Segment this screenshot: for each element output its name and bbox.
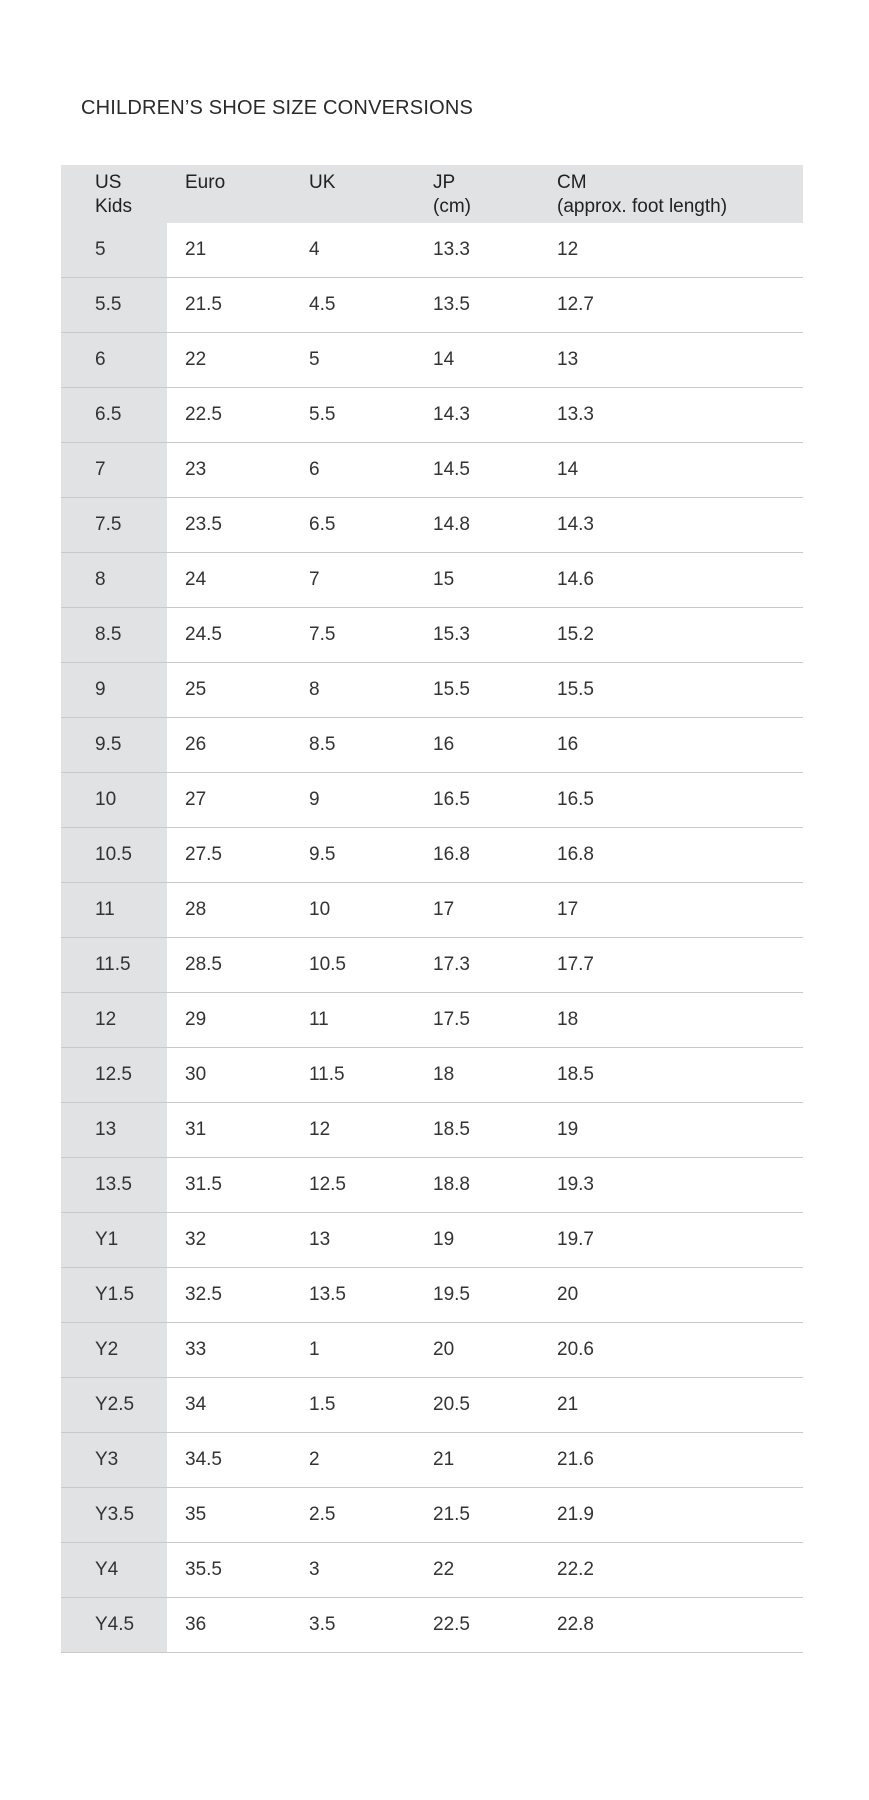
- cm-cell: 20.6: [557, 1339, 594, 1360]
- us-kids-cell: 13.5: [61, 1158, 167, 1212]
- euro-cell: 32: [185, 1229, 207, 1250]
- cm-cell: 21.6: [557, 1449, 594, 1470]
- jp-cell: 15.3: [433, 624, 470, 645]
- table-row: [61, 1323, 803, 1378]
- cm-cell: 16.5: [557, 789, 594, 810]
- us-kids-cell: 8.5: [61, 608, 167, 662]
- uk-cell: 8: [309, 679, 320, 700]
- table-row: [61, 1378, 803, 1433]
- us-kids-cell: 8: [61, 553, 167, 607]
- euro-cell: 36: [185, 1614, 207, 1635]
- us-kids-cell: Y3.5: [61, 1488, 167, 1542]
- cm-cell: 15.5: [557, 679, 594, 700]
- us-kids-cell: 11: [61, 883, 167, 937]
- jp-cell: 16.8: [433, 844, 470, 865]
- cm-cell: 14: [557, 459, 579, 480]
- us-kids-cell: 9: [61, 663, 167, 717]
- header-cm-line1: CM: [557, 172, 587, 193]
- cm-cell: 17: [557, 899, 579, 920]
- jp-cell: 16.5: [433, 789, 470, 810]
- table-row: [61, 333, 803, 388]
- us-kids-cell: 12: [61, 993, 167, 1047]
- table-row: [61, 1048, 803, 1103]
- table-row: [61, 278, 803, 333]
- jp-cell: 13.3: [433, 239, 470, 260]
- euro-cell: 29: [185, 1009, 207, 1030]
- table-header: [61, 165, 803, 223]
- uk-cell: 10: [309, 899, 331, 920]
- cm-cell: 19.7: [557, 1229, 594, 1250]
- table-row: [61, 608, 803, 663]
- euro-cell: 22: [185, 349, 207, 370]
- euro-cell: 26: [185, 734, 207, 755]
- table-row: [61, 718, 803, 773]
- uk-cell: 13.5: [309, 1284, 346, 1305]
- us-kids-cell: Y4.5: [61, 1598, 167, 1652]
- uk-cell: 1.5: [309, 1394, 336, 1415]
- jp-cell: 14: [433, 349, 455, 370]
- uk-cell: 9.5: [309, 844, 336, 865]
- table-row: [61, 828, 803, 883]
- header-cm: [539, 165, 803, 223]
- euro-cell: 23.5: [185, 514, 222, 535]
- euro-cell: 31: [185, 1119, 207, 1140]
- uk-cell: 8.5: [309, 734, 336, 755]
- table-row: [61, 498, 803, 553]
- cm-cell: 13.3: [557, 404, 594, 425]
- us-kids-cell: 10: [61, 773, 167, 827]
- cm-cell: 13: [557, 349, 579, 370]
- table-row: [61, 663, 803, 718]
- header-us-kids: [61, 165, 167, 223]
- us-kids-cell: Y2.5: [61, 1378, 167, 1432]
- euro-cell: 24.5: [185, 624, 222, 645]
- uk-cell: 11: [309, 1009, 329, 1030]
- us-kids-cell: 12.5: [61, 1048, 167, 1102]
- header-jp-line2: (cm): [433, 196, 471, 217]
- uk-cell: 6.5: [309, 514, 336, 535]
- jp-cell: 19.5: [433, 1284, 470, 1305]
- euro-cell: 27.5: [185, 844, 222, 865]
- uk-cell: 1: [309, 1339, 320, 1360]
- jp-cell: 18.8: [433, 1174, 470, 1195]
- euro-cell: 34.5: [185, 1449, 222, 1470]
- euro-cell: 33: [185, 1339, 207, 1360]
- euro-cell: 35.5: [185, 1559, 222, 1580]
- us-kids-cell: Y1: [61, 1213, 167, 1267]
- euro-cell: 28: [185, 899, 207, 920]
- table-row: [61, 1158, 803, 1213]
- cm-cell: 21: [557, 1394, 579, 1415]
- us-kids-cell: Y2: [61, 1323, 167, 1377]
- cm-cell: 12: [557, 239, 579, 260]
- cm-cell: 15.2: [557, 624, 594, 645]
- us-kids-cell: 11.5: [61, 938, 167, 992]
- euro-cell: 32.5: [185, 1284, 222, 1305]
- euro-cell: 31.5: [185, 1174, 222, 1195]
- uk-cell: 3.5: [309, 1614, 336, 1635]
- header-us-kids-line1: US: [95, 172, 122, 193]
- table-row: [61, 223, 803, 278]
- uk-cell: 12.5: [309, 1174, 346, 1195]
- page-title: CHILDREN’S SHOE SIZE CONVERSIONS: [81, 97, 474, 119]
- cm-cell: 14.3: [557, 514, 594, 535]
- uk-cell: 4.5: [309, 294, 336, 315]
- us-kids-cell: Y3: [61, 1433, 167, 1487]
- uk-cell: 5: [309, 349, 320, 370]
- jp-cell: 21.5: [433, 1504, 470, 1525]
- header-us-kids-line2: Kids: [95, 196, 132, 217]
- us-kids-cell: 7: [61, 443, 167, 497]
- euro-cell: 28.5: [185, 954, 222, 975]
- table-row: [61, 1268, 803, 1323]
- cm-cell: 21.9: [557, 1504, 594, 1525]
- uk-cell: 10.5: [309, 954, 346, 975]
- cm-cell: 16.8: [557, 844, 594, 865]
- us-kids-cell: 10.5: [61, 828, 167, 882]
- us-kids-cell: 6.5: [61, 388, 167, 442]
- euro-cell: 35: [185, 1504, 207, 1525]
- euro-cell: 21: [185, 239, 207, 260]
- jp-cell: 18: [433, 1064, 455, 1085]
- uk-cell: 12: [309, 1119, 331, 1140]
- euro-cell: 23: [185, 459, 207, 480]
- cm-cell: 18: [557, 1009, 579, 1030]
- us-kids-cell: 9.5: [61, 718, 167, 772]
- jp-cell: 13.5: [433, 294, 470, 315]
- table-row: [61, 1433, 803, 1488]
- uk-cell: 2.5: [309, 1504, 336, 1525]
- cm-cell: 17.7: [557, 954, 594, 975]
- cm-cell: 19: [557, 1119, 579, 1140]
- header-jp: [415, 165, 539, 223]
- euro-cell: 27: [185, 789, 207, 810]
- cm-cell: 16: [557, 734, 579, 755]
- cm-cell: 18.5: [557, 1064, 594, 1085]
- uk-cell: 9: [309, 789, 320, 810]
- table-row: [61, 1543, 803, 1598]
- table-row: [61, 938, 803, 993]
- cm-cell: 19.3: [557, 1174, 594, 1195]
- header-uk: [291, 165, 415, 223]
- cm-cell: 20: [557, 1284, 579, 1305]
- cm-cell: 22.2: [557, 1559, 594, 1580]
- table-row: [61, 1598, 803, 1653]
- us-kids-cell: Y1.5: [61, 1268, 167, 1322]
- euro-cell: 21.5: [185, 294, 222, 315]
- table-row: [61, 1488, 803, 1543]
- jp-cell: 14.8: [433, 514, 470, 535]
- euro-cell: 30: [185, 1064, 207, 1085]
- jp-cell: 21: [433, 1449, 455, 1470]
- header-cm-line2: (approx. foot length): [557, 196, 728, 217]
- uk-cell: 2: [309, 1449, 320, 1470]
- jp-cell: 22.5: [433, 1614, 470, 1635]
- uk-cell: 7.5: [309, 624, 336, 645]
- uk-cell: 6: [309, 459, 320, 480]
- jp-cell: 14.5: [433, 459, 470, 480]
- uk-cell: 4: [309, 239, 320, 260]
- table-row: [61, 553, 803, 608]
- jp-cell: 17.5: [433, 1009, 470, 1030]
- uk-cell: 13: [309, 1229, 331, 1250]
- table-row: [61, 443, 803, 498]
- uk-cell: 3: [309, 1559, 320, 1580]
- header-euro: [167, 165, 291, 223]
- jp-cell: 15: [433, 569, 455, 590]
- header-euro-line1: Euro: [185, 172, 226, 193]
- jp-cell: 16: [433, 734, 455, 755]
- table-row: [61, 993, 803, 1048]
- header-uk-line1: UK: [309, 172, 336, 193]
- uk-cell: 5.5: [309, 404, 336, 425]
- euro-cell: 22.5: [185, 404, 222, 425]
- table-row: [61, 1213, 803, 1268]
- us-kids-cell: 5.5: [61, 278, 167, 332]
- cm-cell: 12.7: [557, 294, 594, 315]
- jp-cell: 20.5: [433, 1394, 470, 1415]
- table-row: [61, 1103, 803, 1158]
- uk-cell: 11.5: [309, 1064, 345, 1085]
- jp-cell: 15.5: [433, 679, 470, 700]
- jp-cell: 18.5: [433, 1119, 470, 1140]
- euro-cell: 25: [185, 679, 207, 700]
- cm-cell: 14.6: [557, 569, 594, 590]
- us-kids-cell: 7.5: [61, 498, 167, 552]
- table-row: [61, 883, 803, 938]
- us-kids-cell: 5: [61, 223, 167, 277]
- us-kids-cell: Y4: [61, 1543, 167, 1597]
- jp-cell: 14.3: [433, 404, 470, 425]
- jp-cell: 19: [433, 1229, 455, 1250]
- jp-cell: 22: [433, 1559, 455, 1580]
- uk-cell: 7: [309, 569, 320, 590]
- table-body: [61, 223, 803, 1653]
- jp-cell: 20: [433, 1339, 455, 1360]
- euro-cell: 34: [185, 1394, 207, 1415]
- euro-cell: 24: [185, 569, 207, 590]
- us-kids-cell: 6: [61, 333, 167, 387]
- jp-cell: 17: [433, 899, 455, 920]
- cm-cell: 22.8: [557, 1614, 594, 1635]
- size-conversion-table: [61, 165, 803, 1653]
- table-row: [61, 388, 803, 443]
- table-row: [61, 773, 803, 828]
- header-jp-line1: JP: [433, 172, 456, 193]
- us-kids-cell: 13: [61, 1103, 167, 1157]
- jp-cell: 17.3: [433, 954, 470, 975]
